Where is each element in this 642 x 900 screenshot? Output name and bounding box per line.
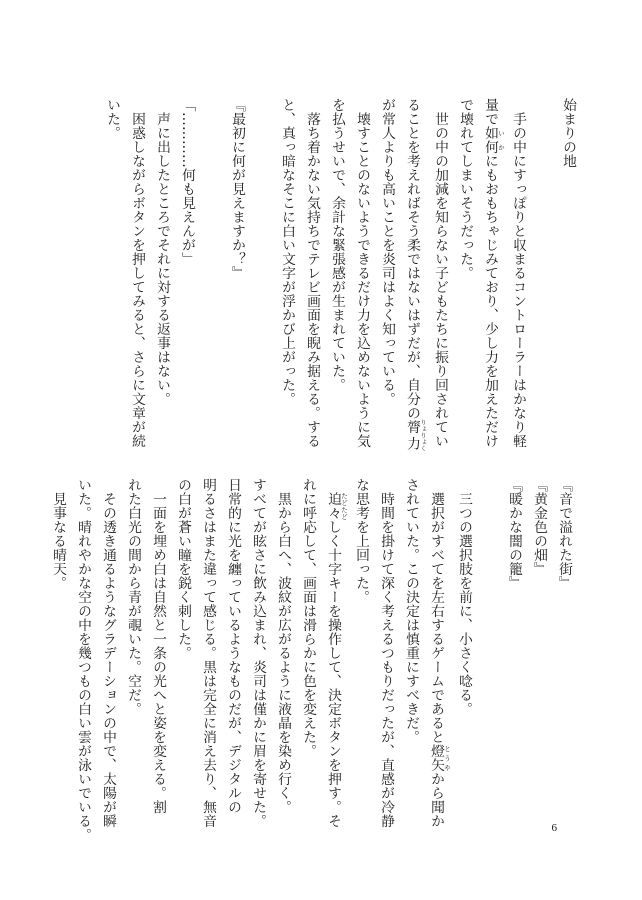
lower-text-block — [45, 478, 576, 842]
paragraph-line: 時間を掛けて深く考えるつもりだったが、直感が冷静 — [378, 492, 394, 828]
paragraph-line: 落ち着かない気持ちでテレビ画面を睨み据える。する — [304, 112, 320, 448]
paragraph-line: 三つの選択肢を前に、小さく唸る。 — [456, 492, 472, 716]
paragraph-line: で壊れてしまいそうだった。 — [457, 98, 473, 280]
paragraph-line: の白が蒼い瞳を鋭く刺した。 — [175, 478, 191, 660]
ruby-word: 如何 いか — [482, 126, 505, 154]
paragraph-line: 困惑しながらボタンを押してみると、さらに文章が続 — [129, 112, 145, 448]
paragraph-line: 選択がすべてを左右するゲームであると燈矢 とうやから聞か — [428, 492, 451, 828]
paragraph-line: と、真っ暗なそこに白い文字が浮かび上がった。 — [279, 98, 295, 406]
section-title: 始まりの地 — [560, 98, 576, 168]
paragraph-line: いた。晴れやかな空の中を幾つもの白い雲が泳いでいる。 — [75, 478, 91, 842]
paragraph-line: ることを考えればそう柔ではないはずだが、自分の膂力 りょりょく — [404, 98, 427, 452]
paragraph-line: 壊すことのないようできるだけ力を込めないように気 — [354, 112, 370, 448]
paragraph-line: な思考を上回った。 — [353, 478, 369, 604]
paragraph-line: その透き通るようなグラデーションの中で、太陽が瞬 — [100, 492, 116, 828]
choice-option: 『黄金色の畑』 — [531, 478, 547, 576]
paragraph-line: 一面を埋め白は自然と一条の光へと姿を変える。割 — [150, 492, 166, 814]
question-text: 『最初に何が見えますか？』 — [229, 98, 245, 280]
paragraph-line: 迫々 たどたどしく十字キーを操作して、決定ボタンを押す。そ — [325, 492, 348, 828]
paragraph-line: 声に出したところでそれに対する返事はない。 — [154, 112, 170, 406]
ruby-word: 膂力 りょりょく — [404, 418, 427, 452]
paragraph-line: 見事なる晴天。 — [50, 492, 66, 590]
choice-option: 『音で溢れた街』 — [556, 478, 572, 590]
upper-text-block — [99, 98, 580, 452]
paragraph-line: 手の中にすっぽりと収まるコントローラーはかなり軽 — [510, 112, 526, 448]
paragraph-line: 明るさはまた違って感じる。黒は完全に消え去り、無音 — [200, 478, 216, 828]
paragraph-line: いた。 — [104, 98, 120, 140]
paragraph-line: 世の中の加減を知らない子どもたちに振り回されてい — [432, 112, 448, 448]
paragraph-line: れに呼応して、画面は滑らかに色を変えた。 — [300, 478, 316, 758]
paragraph-line: されていた。この決定は慎重にすべきだ。 — [403, 478, 419, 744]
paragraph-line: れた白光の間から青が覗いた。空だ。 — [125, 478, 141, 716]
paragraph-line: 黒から白へ、波紋が広がるように液晶を染め行く。 — [275, 492, 291, 814]
dialogue-line: 「…………何も見えんが」 — [179, 98, 195, 266]
paragraph-line: 量で如何 いかにもおもちゃじみており、少し力を加えただけ — [482, 98, 505, 448]
paragraph-line: 日常的に光を纏っているようなものだが、デジタルの — [225, 478, 241, 814]
ruby-word: 迫々 たどたど — [325, 492, 348, 520]
paragraph-line: すべてが眩さに飲み込まれ、炎司は僅かに眉を寄せた。 — [250, 478, 266, 828]
page-number: 6 — [551, 822, 557, 834]
paragraph-line: が常人よりも高いことを炎司はよく知っている。 — [379, 98, 395, 406]
paragraph-line: を払うせいで、余計な緊張感が生まれていた。 — [329, 98, 345, 392]
ruby-word: 燈矢 とうや — [428, 744, 451, 772]
choice-option: 『暖かな闇の籠』 — [506, 478, 522, 590]
